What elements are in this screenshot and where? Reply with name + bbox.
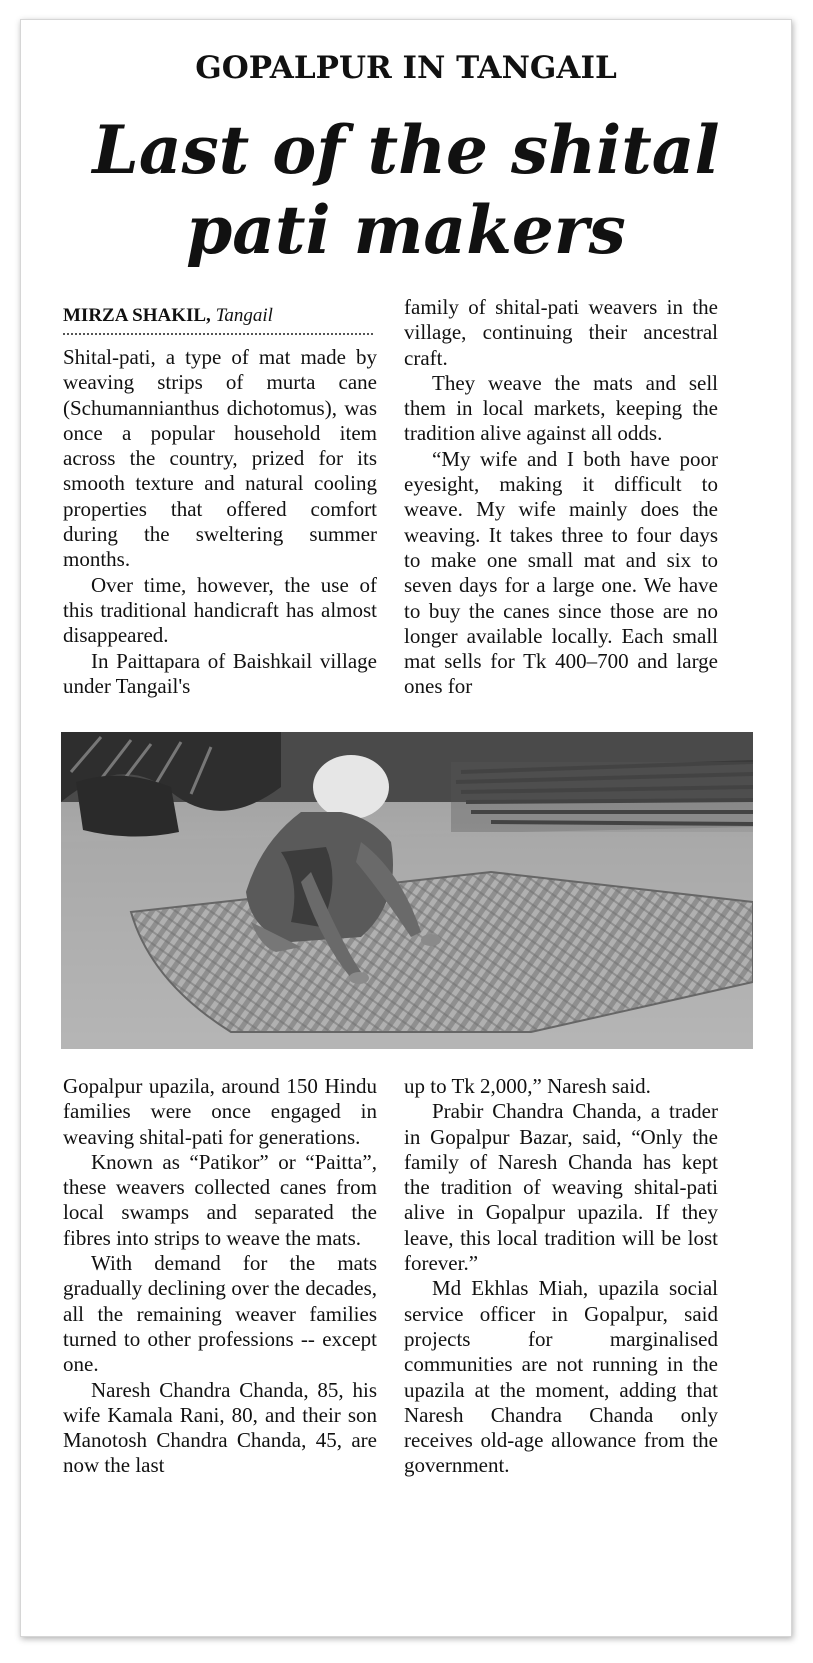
headline <box>21 110 791 270</box>
article-card <box>20 19 792 1637</box>
paragraph: Prabir Chandra Chanda, a trader in Gopalpur Bazar, said, “Only the family of Naresh Chanda has kept the tradition of weaving shital-pati alive in Gopalpur upazila. If they leave, this local tradition will be lost forever.” <box>404 1099 718 1276</box>
paragraph: Gopalpur upazila, around 150 Hindu families were once engaged in weaving shital-pati for generations. <box>63 1074 377 1149</box>
article-photo <box>61 732 753 1049</box>
headline-line-2: pati makers <box>186 191 626 269</box>
paragraph: “My wife and I both have poor eyesight, making it difficult to weave. My wife mainly does the weaving. It takes three to four days to make one small mat and six to seven days for a large one. We have to buy the canes since those are no longer available locally. Each small mat sells for Tk 400–700 and large ones for <box>404 446 718 699</box>
byline-location: Tangail <box>215 305 273 326</box>
paragraph: Known as “Patikor” or “Paitta”, these weavers collected canes from local swamps and separated the fibres into strips to weave the mats. <box>63 1149 377 1250</box>
kicker-heading: GOPALPUR IN TANGAIL <box>195 50 617 86</box>
headline-line-1: Last of the shital <box>92 111 720 189</box>
column-3 <box>63 1074 377 1544</box>
paragraph: up to Tk 2,000,” Naresh said. <box>404 1074 651 1098</box>
byline-author: MIRZA SHAKIL, <box>63 305 211 326</box>
photo-woman-weaving-mat-icon <box>61 732 753 1049</box>
paragraph: family of shital-pati weavers in the village, continuing their ancestral craft. <box>404 295 718 370</box>
paragraph: With demand for the mats gradually declining over the decades, all the remaining weaver families turned to other professions -- except one. <box>63 1251 377 1377</box>
byline <box>63 305 273 327</box>
paragraph: Md Ekhlas Miah, upazila social service officer in Gopalpur, said projects for marginalised communities are not running in the upazila at the moment, adding that Naresh Chandra Chanda only receives old-age allowance from the government. <box>404 1276 718 1478</box>
column-1 <box>63 345 377 725</box>
column-4 <box>404 1074 718 1544</box>
paragraph: In Paittapara of Baishkail village under Tangail's <box>63 648 377 698</box>
paragraph: Over time, however, the use of this traditional handicraft has almost disappeared. <box>63 572 377 648</box>
paragraph: Shital-pati, a type of mat made by weaving strips of murta cane (Schumannianthus dichotomus), was once a popular household item across the country, prized for its smooth texture and natural cooling properties that offered comfort during the sweltering summer months. <box>63 345 377 572</box>
paragraph: They weave the mats and sell them in local markets, keeping the tradition alive against all odds. <box>404 370 718 446</box>
byline-divider <box>63 333 373 335</box>
paragraph: Naresh Chandra Chanda, 85, his wife Kamala Rani, 80, and their son Manotosh Chandra Chanda, 45, are now the last <box>63 1377 377 1478</box>
column-2 <box>404 295 718 725</box>
